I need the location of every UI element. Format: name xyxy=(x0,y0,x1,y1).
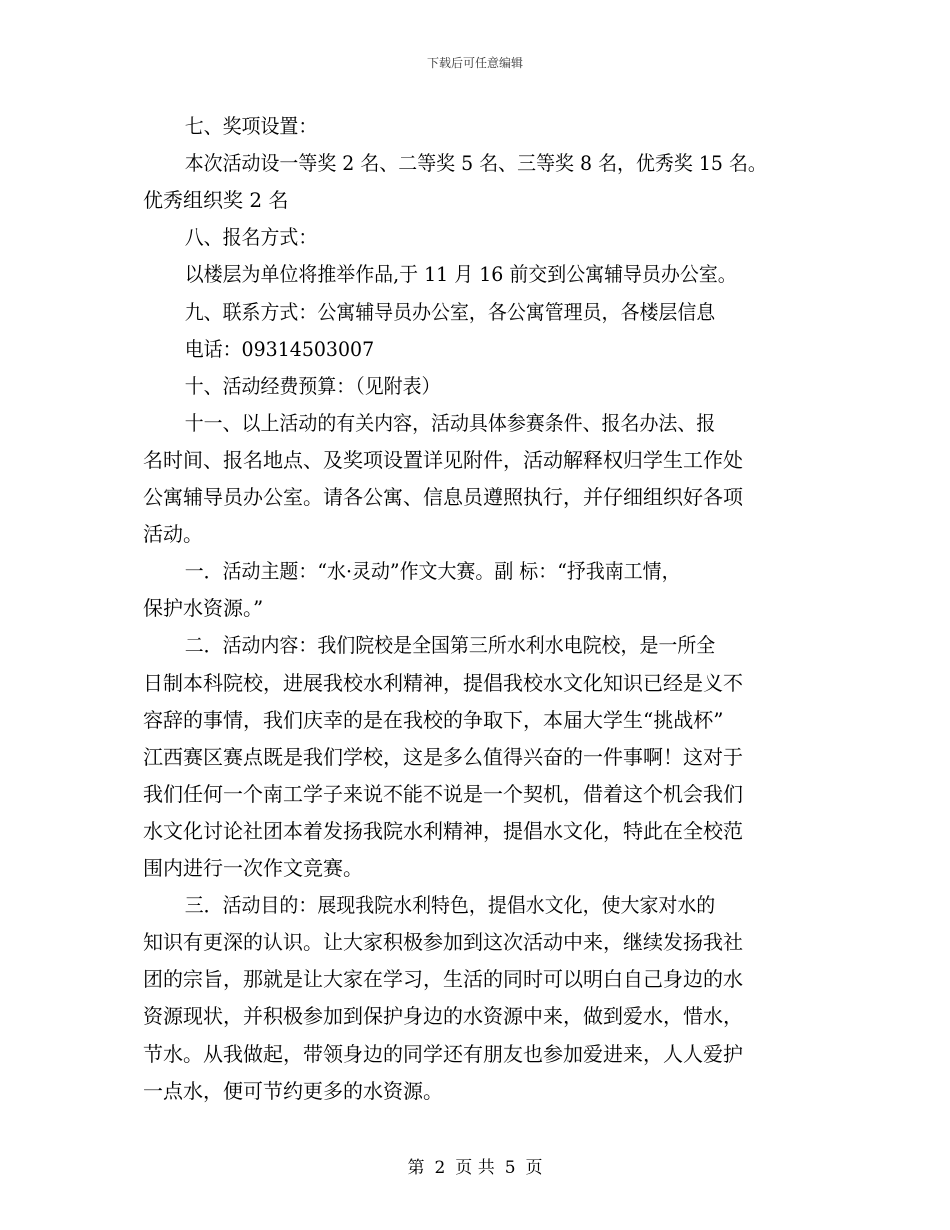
text-line: 以楼层为单位将推举作品,于 11 月 16 前交到公寓辅导员办公室。 xyxy=(184,262,737,287)
text-line: 一．活动主题：“水·灵动”作文大赛。副 标：“抒我南工情， xyxy=(184,559,681,584)
text-line: 九、联系方式：公寓辅导员办公室，各公寓管理员，各楼层信息 xyxy=(184,299,716,324)
footer-current-page: 2 xyxy=(434,1158,446,1178)
text-line: 十、活动经费预算：（见附表） xyxy=(184,373,441,398)
text-line: 容辞的事情，我们庆幸的是在我校的争取下，本届大学生“挑战杯” xyxy=(143,707,724,732)
text-line: 十一、以上活动的有关内容，活动具体参赛条件、报名办法、报 xyxy=(184,410,716,435)
text-line: 日制本科院校，进展我校水利精神，提倡我校水文化知识已经是义不 xyxy=(143,670,743,695)
text-line: 围内进行一次作文竞赛。 xyxy=(143,856,363,880)
text-line: 优秀组织奖 2 名 xyxy=(143,188,289,213)
text-line: 电话：09314503007 xyxy=(184,336,375,361)
text-line: 资源现状，并积极参加到保护身边的水资源中来，做到爱水，惜水， xyxy=(143,1004,743,1029)
text-line: 我们任何一个南工学子来说不能不说是一个契机，借着这个机会我们 xyxy=(143,781,743,806)
text-line: 八、报名方式： xyxy=(184,225,318,250)
text-line: 节水。从我做起，带领身边的同学还有朋友也参加爱进来，人人爱护 xyxy=(143,1041,743,1066)
text-line: 江西赛区赛点既是我们学校，这是多么值得兴奋的一件事啊！这对于 xyxy=(143,744,743,769)
footer-prefix: 第 xyxy=(407,1158,425,1178)
text-line: 公寓辅导员办公室。请各公寓、信息员遵照执行，并仔细组织好各项 xyxy=(143,485,743,509)
text-line: 保护水资源。” xyxy=(143,596,264,621)
text-line: 名时间、报名地点、及奖项设置详见附件，活动解释权归学生工作处 xyxy=(143,447,743,472)
text-line: 一点水，便可节约更多的水资源。 xyxy=(143,1078,443,1103)
text-line: 水文化讨论社团本着发扬我院水利精神，提倡水文化，特此在全校范 xyxy=(143,818,743,843)
page-footer xyxy=(0,1153,950,1178)
text-line: 七、奖项设置： xyxy=(184,114,318,138)
footer-suffix: 页 xyxy=(525,1158,543,1178)
text-line: 团的宗旨，那就是让大家在学习，生活的同时可以明白自己身边的水 xyxy=(143,967,743,992)
page-header: 下载后可任意编辑 xyxy=(426,56,523,70)
footer-middle: 页 共 xyxy=(455,1158,495,1178)
text-line: 三．活动目的：展现我院水利特色，提倡水文化，使大家对水的 xyxy=(184,893,716,918)
text-line: 知识有更深的认识。让大家积极参加到这次活动中来，继续发扬我社 xyxy=(143,930,743,955)
text-line: 二．活动内容：我们院校是全国第三所水利水电院校，是一所全 xyxy=(184,633,716,658)
text-line: 活动。 xyxy=(143,522,203,547)
footer-total-pages: 5 xyxy=(504,1158,516,1178)
text-line: 本次活动设一等奖 2 名、二等奖 5 名、三等奖 8 名，优秀奖 15 名。 xyxy=(184,151,767,176)
